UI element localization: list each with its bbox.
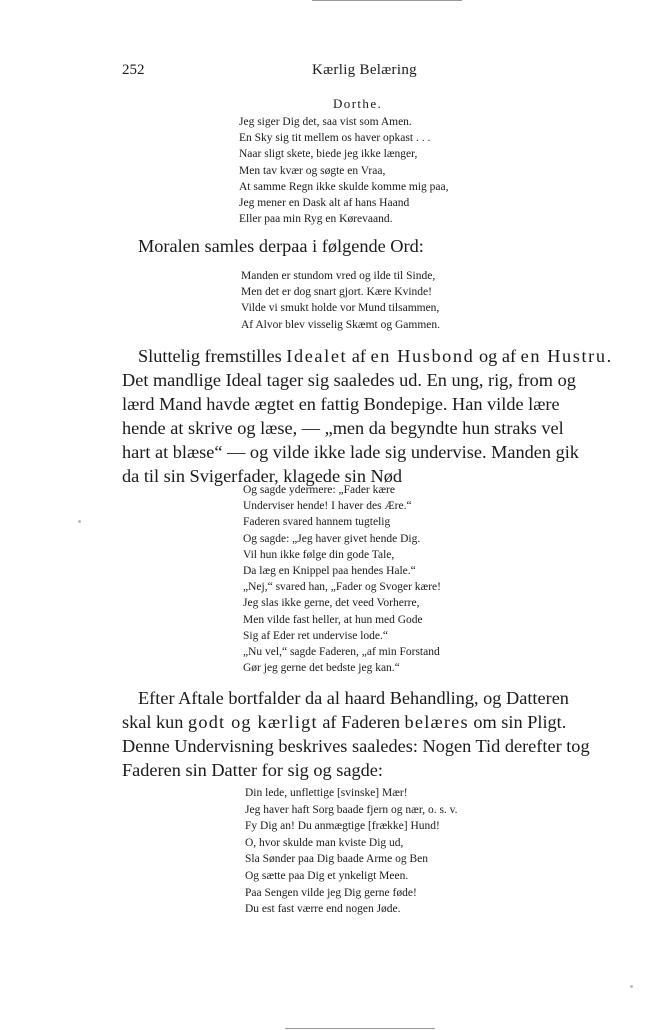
prose-line: da til sin Svigerfader, klagede sin Nød: [122, 466, 403, 486]
verse-line: „Nu vel,“ sagde Faderen, „af min Forstand: [243, 645, 440, 658]
spaced-emphasis: belæres: [404, 712, 469, 732]
verse-line: Naar sligt skete, biede jeg ikke længer,: [239, 148, 418, 161]
verse-line: Jeg haver haft Sorg baade fjern og nær, o. s. v.: [245, 803, 458, 816]
verse-block-svigerfader: [243, 482, 441, 676]
paragraph-aftale: [122, 686, 590, 782]
scan-speck: [630, 985, 633, 988]
verse-line: Eller paa min Ryg en Kørevaand.: [239, 213, 393, 226]
verse-line: Paa Sengen vilde jeg Dig gerne føde!: [245, 886, 417, 899]
page-number: 252: [122, 62, 145, 78]
text-run: af Faderen: [317, 712, 405, 732]
text-run: om sin Pligt.: [468, 712, 567, 732]
spaced-emphasis: en Husbond: [370, 346, 475, 366]
prose-line: Efter Aftale bortfalder da al haard Behandling, og Datteren: [138, 688, 569, 708]
prose-line: Moralen samles derpaa i følgende Ord:: [138, 236, 424, 256]
verse-line: Men det er dog snart gjort. Kære Kvinde!: [241, 286, 432, 299]
spaced-emphasis: en Hustru: [520, 346, 607, 366]
text-run: Sluttelig fremstilles: [138, 346, 287, 366]
verse-line: Og sagde: „Jeg haver givet hende Dig.: [243, 532, 421, 545]
verse-line: O, hvor skulde man kviste Dig ud,: [245, 836, 404, 849]
verse-line: Da læg en Knippel paa hendes Hale.“: [243, 564, 416, 577]
scan-speck: [78, 520, 81, 523]
verse-line: En Sky sig tit mellem os haver opkast . . .: [239, 132, 431, 145]
verse-line: Jeg slas ikke gerne, det veed Vorherre,: [243, 597, 420, 610]
verse-line: Gør jeg gerne det bedste jeg kan.“: [243, 662, 400, 675]
prose-line: Faderen sin Datter for sig og sagde:: [122, 760, 383, 780]
verse-line: Men vilde fast heller, at hun med Gode: [243, 613, 423, 626]
verse-line: Manden er stundom vred og ilde til Sinde,: [241, 270, 436, 282]
bottom-edge-rule: [285, 1028, 435, 1029]
verse-block-dorthe: [239, 114, 449, 227]
prose-line: [122, 710, 590, 734]
verse-line: Og sætte paa Dig et ynkeligt Meen.: [245, 869, 409, 882]
verse-line: „Nej,“ svared han, „Fader og Svoger kære!: [243, 581, 441, 594]
text-run: og af: [474, 346, 521, 366]
verse-line: Men tav kvær og søgte en Vraa,: [239, 164, 386, 177]
spaced-emphasis: Idealet: [286, 346, 348, 366]
verse-line: Jeg mener en Dask alt af hans Haand: [239, 196, 410, 209]
verse-line: Faderen svared hannem tugtelig: [243, 516, 391, 529]
running-title: Kærlig Belæring: [312, 62, 417, 78]
verse-line: Vilde vi smukt holde vor Mund tilsammen,: [241, 302, 440, 315]
text-run: .: [606, 346, 612, 366]
verse-block-moral: [241, 268, 440, 333]
verse-line: Fy Dig an! Du anmægtige [frække] Hund!: [245, 820, 440, 833]
verse-line: At samme Regn ikke skulde komme mig paa,: [239, 180, 449, 193]
text-run: af: [347, 346, 371, 366]
speaker-name: Dorthe.: [333, 96, 383, 111]
paragraph-moral: [138, 234, 424, 258]
verse-line: Vil hun ikke følge din gode Tale,: [243, 548, 395, 561]
verse-line: Og sagde ydermere: „Fader kære: [243, 484, 395, 496]
prose-line: hende at skrive og læse, — „men da begyndte hun straks vel: [122, 418, 564, 438]
verse-line: Jeg siger Dig det, saa vist som Amen.: [239, 116, 412, 128]
text-run: skal kun: [122, 712, 189, 732]
verse-block-father-speech: [245, 785, 458, 918]
top-edge-rule: [312, 0, 462, 1]
verse-line: Du est fast værre end nogen Jøde.: [245, 903, 401, 916]
prose-line: hart at blæse“ — og vilde ikke lade sig undervise. Manden gik: [122, 442, 579, 462]
prose-line: Det mandlige Ideal tager sig saaledes ud. En ung, rig, from og: [122, 370, 576, 390]
prose-line: lærd Mand havde ægtet en fattig Bondepige. Han vilde lære: [122, 394, 560, 414]
spaced-emphasis: godt og kærligt: [188, 712, 318, 732]
verse-line: Af Alvor blev visselig Skæmt og Gammen.: [241, 318, 441, 331]
verse-line: Sla Sønder paa Dig baade Arme og Ben: [245, 853, 428, 866]
prose-line: Denne Undervisning beskrives saaledes: Nogen Tid derefter tog: [122, 736, 590, 756]
paragraph-ideal: [122, 344, 611, 488]
verse-line: Din lede, unflettige [svinske] Mær!: [245, 787, 408, 799]
verse-line: Sig af Eder ret undervise lode.“: [243, 629, 388, 642]
verse-line: Underviser hende! I haver des Ære.“: [243, 500, 412, 513]
prose-line: [122, 344, 611, 368]
